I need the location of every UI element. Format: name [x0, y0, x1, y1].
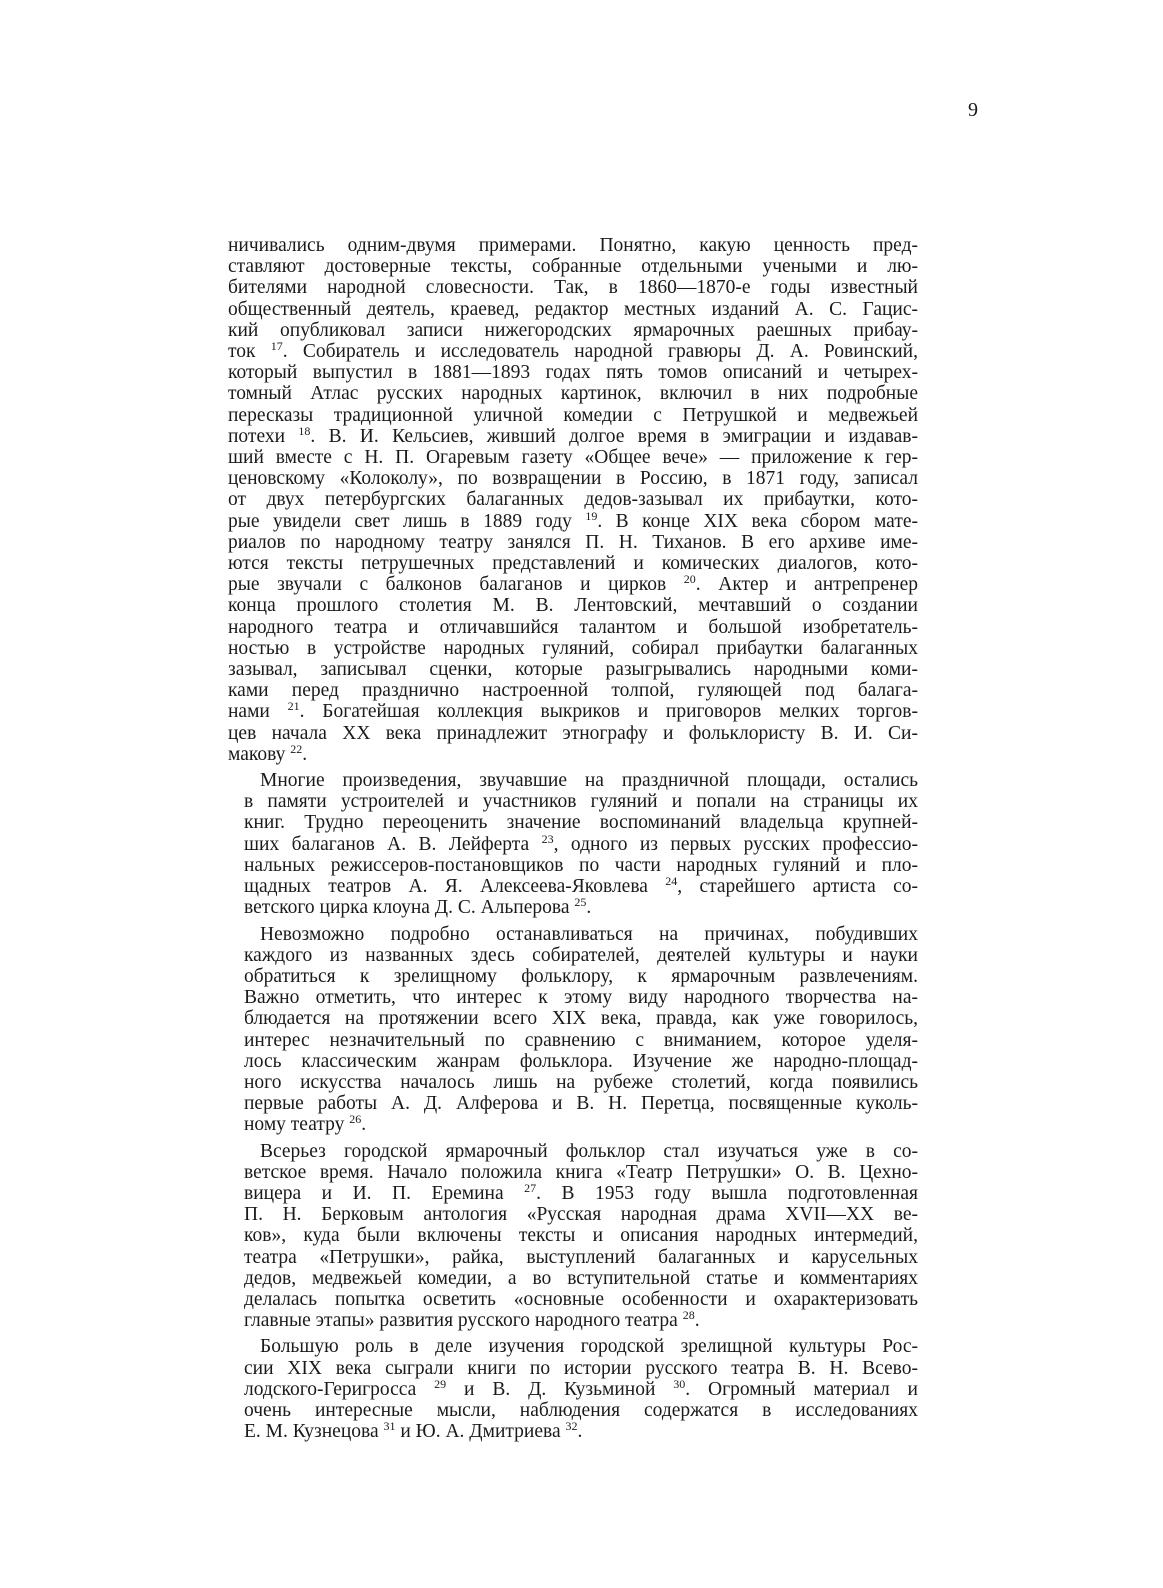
footnote-ref: 28 [682, 1308, 695, 1323]
text-run: . Богатейшая коллекция выкриков и приговоров мелких торгов- [299, 701, 918, 723]
text-run: каждого из названных здесь собирателей, деятелей культуры и науки [244, 944, 918, 966]
text-run: ному театру [244, 1114, 350, 1136]
text-run: пересказы традиционной уличной комедии с Петрушкой и медвежьей [228, 404, 918, 426]
footnote-ref: 30 [673, 1376, 686, 1391]
text-run: рые звучали с балконов балаганов и цирков [228, 574, 684, 596]
paragraph [228, 924, 918, 1136]
text-run: конца прошлого столетия М. В. Лентовский, мечтавший о создании [228, 595, 918, 617]
text-line [228, 341, 918, 362]
text-line [228, 966, 918, 987]
text-run: ших балаганов А. В. Лейферта [244, 833, 542, 855]
text-run: от двух петербургских балаганных дедов-зазывал их прибаутки, кото- [228, 489, 918, 511]
text-run: очень интересные мысли, наблюдения содержатся в исследованиях [244, 1399, 918, 1421]
footnote-ref: 29 [434, 1376, 447, 1391]
footnote-ref: 22 [290, 741, 303, 756]
text-run: нами [228, 701, 288, 723]
text-run: потехи [228, 425, 299, 447]
text-line [228, 320, 918, 341]
paragraph [228, 1336, 918, 1442]
text-line [228, 489, 918, 510]
text-line [228, 723, 918, 744]
text-run: , старейшего артиста со- [677, 876, 918, 898]
text-line [228, 423, 918, 447]
text-run: . [361, 1114, 367, 1136]
text-line [228, 447, 918, 468]
text-line [228, 1268, 918, 1289]
text-run: . [586, 897, 592, 919]
text-run: ками перед празднично настроенной толпой, гуляющей под балага- [228, 680, 918, 702]
text-run: книг. Трудно переоценить значение воспоминаний владельца крупней- [244, 812, 918, 834]
text-run: и Ю. А. Дмитриева [395, 1421, 566, 1443]
text-run: зазывал, записывал сценки, которые разыгрывались народными коми- [228, 659, 918, 681]
text-run: . В 1953 году вышла подготовленная [536, 1182, 918, 1204]
text-line [228, 1289, 918, 1310]
text-line [228, 831, 918, 855]
text-line [228, 945, 918, 966]
text-run: Невозможно подробно останавливаться на причинах, побудивших [260, 923, 918, 945]
text-run: обратиться к зрелищному фольклору, к ярмарочным развлечениям. [244, 965, 918, 987]
text-line [228, 405, 918, 426]
footnote-ref: 23 [541, 831, 554, 846]
text-run: сии XIX века сыграли книги по истории русского театра В. Н. Всево- [244, 1357, 918, 1379]
text-line [228, 1114, 918, 1135]
text-run: нальных режиссеров-постановщиков по части народных гуляний и пло- [244, 854, 918, 876]
text-run: томный Атлас русских народных картинок, включил в них подробные [228, 383, 918, 405]
text-line [228, 508, 918, 532]
text-run: лодского-Геригросса [244, 1378, 435, 1400]
text-line [228, 1421, 918, 1442]
text-line [228, 595, 918, 616]
body-text [228, 235, 918, 1442]
text-run: риалов по народному театру занялся П. Н. Тиханов. В его архиве име- [228, 531, 918, 553]
text-run: в памяти устроителей и участников гуляний и попали на страницы их [244, 791, 918, 813]
text-line [228, 1358, 918, 1379]
text-line [228, 701, 918, 722]
text-run: Е. М. Кузнецова [244, 1421, 384, 1443]
footnote-ref: 21 [287, 699, 300, 714]
text-run: Большую роль в деле изучения городской зрелищной культуры Рос- [260, 1336, 918, 1358]
text-run: цев начала XX века принадлежит этнографу и фольклористу В. И. Си- [228, 722, 918, 744]
text-run: . [302, 743, 308, 765]
text-run: первые работы А. Д. Алферова и В. Н. Перетца, посвященные куколь- [244, 1093, 918, 1115]
text-line [228, 1180, 918, 1204]
text-line [228, 897, 918, 918]
paragraph [228, 1141, 918, 1332]
text-run: ничивались одним-двумя примерами. Понятно, какую ценность пред- [228, 235, 918, 256]
page-number: 9 [968, 99, 978, 121]
text-run: ший вместе с Н. П. Огаревым газету «Общее вече» — приложение к гер- [228, 447, 918, 469]
text-run: Многие произведения, звучавшие на праздничной площади, остались [260, 770, 918, 792]
text-run: ков», куда были включены тексты и описания народных интермедий, [244, 1225, 918, 1247]
text-line [228, 1141, 918, 1162]
text-run: ток [228, 341, 271, 363]
text-line [228, 680, 918, 701]
text-line [228, 1051, 918, 1072]
text-run: общественный деятель, краевед, редактор местных изданий А. С. Гацис- [228, 298, 918, 320]
paragraph [228, 770, 918, 918]
text-run: . Актер и антрепренер [695, 574, 918, 596]
text-run: бителями народной словесности. Так, в 1860—1870-е годы известный [228, 277, 918, 299]
text-line [228, 299, 918, 320]
footnote-ref: 27 [524, 1180, 537, 1195]
text-run: вицера и И. П. Еремина [244, 1182, 525, 1204]
text-run: макову [228, 743, 291, 765]
text-run: , одного из первых русских профессио- [553, 833, 918, 855]
text-run: Всерьез городской ярмарочный фольклор стал изучаться уже в со- [260, 1140, 918, 1162]
text-line [228, 987, 918, 1008]
footnote-ref: 24 [665, 874, 678, 889]
text-line [228, 617, 918, 638]
text-line [228, 1376, 918, 1400]
text-run: . [577, 1421, 583, 1443]
text-line [228, 1310, 918, 1331]
footnote-ref: 20 [683, 572, 696, 587]
text-line [228, 1247, 918, 1268]
text-line [228, 876, 918, 897]
text-line [228, 1225, 918, 1246]
text-run: дедов, медвежьей комедии, а во вступительной статье и комментариях [244, 1267, 918, 1289]
text-run: ного искусства началось лишь на рубеже столетий, когда появились [244, 1071, 918, 1093]
footnote-ref: 25 [574, 895, 587, 910]
text-run: кий опубликовал записи нижегородских ярмарочных раешных прибау- [228, 319, 918, 341]
text-run: П. Н. Берковым антология «Русская народная драма XVII—XX ве- [244, 1204, 918, 1226]
text-run: ветское время. Начало положила книга «Театр Петрушки» О. В. Цехно- [244, 1161, 918, 1183]
footnote-ref: 18 [298, 423, 311, 438]
text-line [228, 1162, 918, 1183]
footnote-ref: 32 [565, 1419, 578, 1434]
text-line [228, 574, 918, 595]
footnote-ref: 19 [585, 508, 598, 523]
text-line [228, 659, 918, 680]
text-line [228, 383, 918, 404]
text-run: рые увидели свет лишь в 1889 году [228, 510, 586, 532]
text-run: ценовскому «Колоколу», по возвращении в Россию, в 1871 году, записал [228, 468, 918, 490]
text-line [228, 1400, 918, 1421]
text-line [228, 638, 918, 659]
text-run: щадных театров А. Я. Алексеева-Яковлева [244, 876, 666, 898]
text-line [228, 1093, 918, 1114]
text-line [228, 741, 918, 765]
text-run: который выпустил в 1881—1893 годах пять томов описаний и четырех- [228, 362, 918, 384]
text-line [228, 362, 918, 383]
text-run: . Собиратель и исследователь народной гравюры Д. А. Ровинский, [282, 341, 918, 363]
text-run: ставляют достоверные тексты, собранные отдельными учеными и лю- [228, 256, 918, 278]
text-line [228, 855, 918, 876]
text-line [228, 553, 918, 574]
text-line [228, 468, 918, 489]
text-line [228, 532, 918, 553]
text-line [228, 1336, 918, 1357]
text-line [228, 256, 918, 277]
text-line [228, 791, 918, 812]
text-line [228, 235, 918, 256]
text-run: народного театра и отличавшийся талантом и большой изобретатель- [228, 616, 918, 638]
text-run: . [694, 1310, 700, 1332]
text-run: ются тексты петрушечных представлений и комических диалогов, кото- [228, 553, 918, 575]
text-line [228, 1072, 918, 1093]
text-line [228, 770, 918, 791]
text-run: интерес незначительный по сравнению с вниманием, которое уделя- [244, 1029, 918, 1051]
paragraph [228, 235, 918, 765]
text-line [228, 1030, 918, 1051]
text-run: Важно отметить, что интерес к этому виду народного творчества на- [244, 987, 918, 1009]
text-run: . В. И. Кельсиев, живший долгое время в эмиграции и издавав- [310, 425, 918, 447]
text-line [228, 924, 918, 945]
text-line [228, 812, 918, 833]
text-run: ностью в устройстве народных гуляний, собирал прибаутки балаганных [228, 637, 918, 659]
text-run: главные этапы» развития русского народного театра [244, 1310, 683, 1332]
text-run: . В конце XIX века сбором мате- [597, 510, 918, 532]
text-run: лось классическим жанрам фольклора. Изучение же народно-площад- [244, 1050, 918, 1072]
text-run: делалась попытка осветить «основные особенности и охарактеризовать [244, 1288, 918, 1310]
footnote-ref: 26 [349, 1112, 362, 1127]
text-run: и В. Д. Кузьминой [446, 1378, 674, 1400]
text-line [228, 1204, 918, 1225]
footnote-ref: 17 [270, 339, 283, 354]
text-run: . Огромный материал и [685, 1378, 918, 1400]
footnote-ref: 31 [383, 1419, 396, 1434]
text-run: блюдается на протяжении всего XIX века, правда, как уже говорилось, [244, 1008, 918, 1030]
text-run: ветского цирка клоуна Д. С. Альперова [244, 897, 575, 919]
text-line [228, 1008, 918, 1029]
text-run: театра «Петрушки», райка, выступлений балаганных и карусельных [244, 1246, 918, 1268]
text-line [228, 277, 918, 298]
